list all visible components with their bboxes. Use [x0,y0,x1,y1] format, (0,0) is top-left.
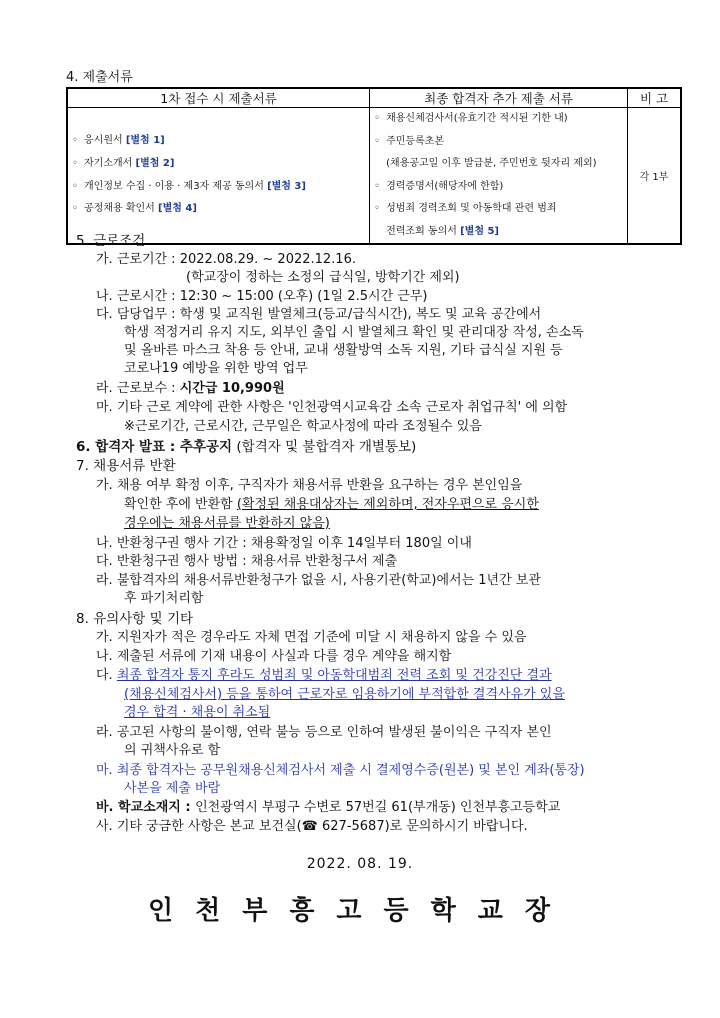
signature-school-principal: 인천부흥고등학교장 [147,896,573,926]
s8-item-b: 나. 제출된 서류에 기재 내용이 사실과 다를 경우 계약을 해지함 [96,649,452,664]
header-first-round: 1차 접수 시 제출서류 [67,88,370,108]
s8-item-c-line1: 다. 최종 합격자 통지 후라도 성범죄 및 아동학대범죄 전력 조회 및 건강진단 결과 [96,668,552,683]
s5-item-d: 라. 근로보수 : 시간급 10,990원 [96,381,285,396]
list-item: ◦ 성범죄 경력조회 및 아동학대 관련 범죄 [374,203,557,214]
s8-item-c-line3: 경우 합격 · 채용이 취소됨 [124,705,271,720]
s5-item-e-line1: 마. 기타 근로 계약에 관한 사항은 '인천광역시교육감 소속 근로자 취업규칙' 에 의함 [96,400,568,415]
section-7-title: 7. 채용서류 반환 [76,458,176,474]
s8-item-e-line2: 사본을 제출 바람 [124,781,221,796]
s5-item-a: 가. 근로기간 : 2022.08.29. ~ 2022.12.16. [96,252,356,267]
s7-item-a-line2: 확인한 후에 반환함 (확정된 채용대상자는 제외하며, 전자우편으로 응시한 [124,497,539,512]
list-item-note: (채용공고일 이후 발급분, 주민번호 뒷자리 제외) [386,158,597,169]
s8-item-f: 바. 학교소재지 : 인천광역시 부평구 수변로 57번길 61(부개동) 인천부흥고등학교 [96,800,561,815]
s8-item-e-line1: 마. 최종 합격자는 공무원채용신체검사서 제출 시 결제영수증(원본) 및 본인 계좌(통장) [96,763,585,778]
s7-item-d-line2: 후 파기처리함 [124,591,204,606]
s7-item-d-line1: 라. 불합격자의 채용서류반환청구가 없을 시, 사용기관(학교)에서는 1년간 보관 [96,573,541,588]
list-item: ◦ 경력증명서(해당자에 한함) [374,180,504,192]
list-item: ◦ 주민등록초본 [374,135,445,147]
s5-item-c-line1: 다. 담당업무 : 학생 및 교직원 발열체크(등교/급식시간), 복도 및 교육 공간에서 [96,307,542,322]
section-8-title: 8. 유의사항 및 기타 [76,611,194,627]
s8-item-c-line2: (채용신체검사서) 등을 통하여 근로자로 임용하기에 부적합한 결격사유가 있을 [124,687,565,702]
s5-item-a-note: (학교장이 정하는 소정의 급식일, 방학기간 제외) [186,270,460,285]
s7-item-a-line3: 경우에는 채용서류를 반환하지 않음) [124,516,330,531]
s8-item-a: 가. 지원자가 적은 경우라도 자체 면접 기준에 미달 시 채용하지 않을 수 있음 [96,630,527,645]
section-5-title: 5. 근로조건 [76,233,146,249]
section-6: 6. 합격자 발표 : 추후공지 (합격자 및 불합격자 개별통보) [76,439,417,455]
table-header-row [67,88,681,108]
s8-item-d-line1: 라. 공고된 사항의 불이행, 연락 불능 등으로 인하여 발생된 불이익은 구직자 본인 [96,725,552,740]
s5-item-b: 나. 근로시간 : 12:30 ~ 15:00 (오후) (1일 2.5시간 근무) [96,289,428,304]
document-date: 2022. 08. 19. [306,856,414,872]
header-final-additional: 최종 합격자 추가 제출 서류 [370,88,628,108]
list-item: ◦ 채용신체검사서(유효기간 적시된 기한 내) [374,113,568,124]
s5-item-c-line2: 학생 적정거리 유지 지도, 외부인 출입 시 발열체크 확인 및 관리대장 작성, 손소독 [124,325,584,340]
s8-item-d-line2: 의 귀책사유로 함 [124,743,221,758]
s8-item-g: 사. 기타 궁금한 사항은 본교 보건실(☎ 627-5687)로 문의하시기 바랍니다. [96,819,528,834]
s5-item-e-line2: ※근로기간, 근로시간, 근무일은 학교사정에 따라 조정될수 있음 [124,419,482,434]
list-item: ◦ 자기소개서 [별첨 2] [72,157,175,169]
final-docs-cell [370,108,628,245]
list-item: ◦ 응시원서 [별첨 1] [72,134,165,146]
list-item: ◦ 개인정보 수집 · 이용 · 제3자 제공 동의서 [별첨 3] [72,180,306,192]
submission-documents-table [66,87,682,245]
s5-item-c-line4: 코로나19 예방을 위한 방역 업무 [124,361,308,376]
s7-item-b: 나. 반환청구권 행사 기간 : 채용확정일 이후 14일부터 180일 이내 [96,536,472,551]
list-item: ◦ 공정채용 확인서 [별첨 4] [72,203,197,215]
table-body-row [67,108,681,245]
s7-item-c: 다. 반환청구권 행사 방법 : 채용서류 반환청구서 제출 [96,554,398,569]
header-remarks: 비 고 [628,88,682,108]
list-item-cont: 전력조회 동의서 [별첨 5] [386,225,499,237]
first-round-docs-cell [67,108,370,245]
s7-item-a-line1: 가. 채용 여부 확정 이후, 구직자가 채용서류 반환을 요구하는 경우 본인임을 [96,478,523,493]
section-4-title: 4. 제출서류 [66,70,133,85]
remarks-cell: 각 1부 [628,108,682,245]
s5-item-c-line3: 및 올바른 마스크 착용 등 안내, 교내 생활방역 소독 지원, 기타 급식실 지원 등 [124,343,563,358]
